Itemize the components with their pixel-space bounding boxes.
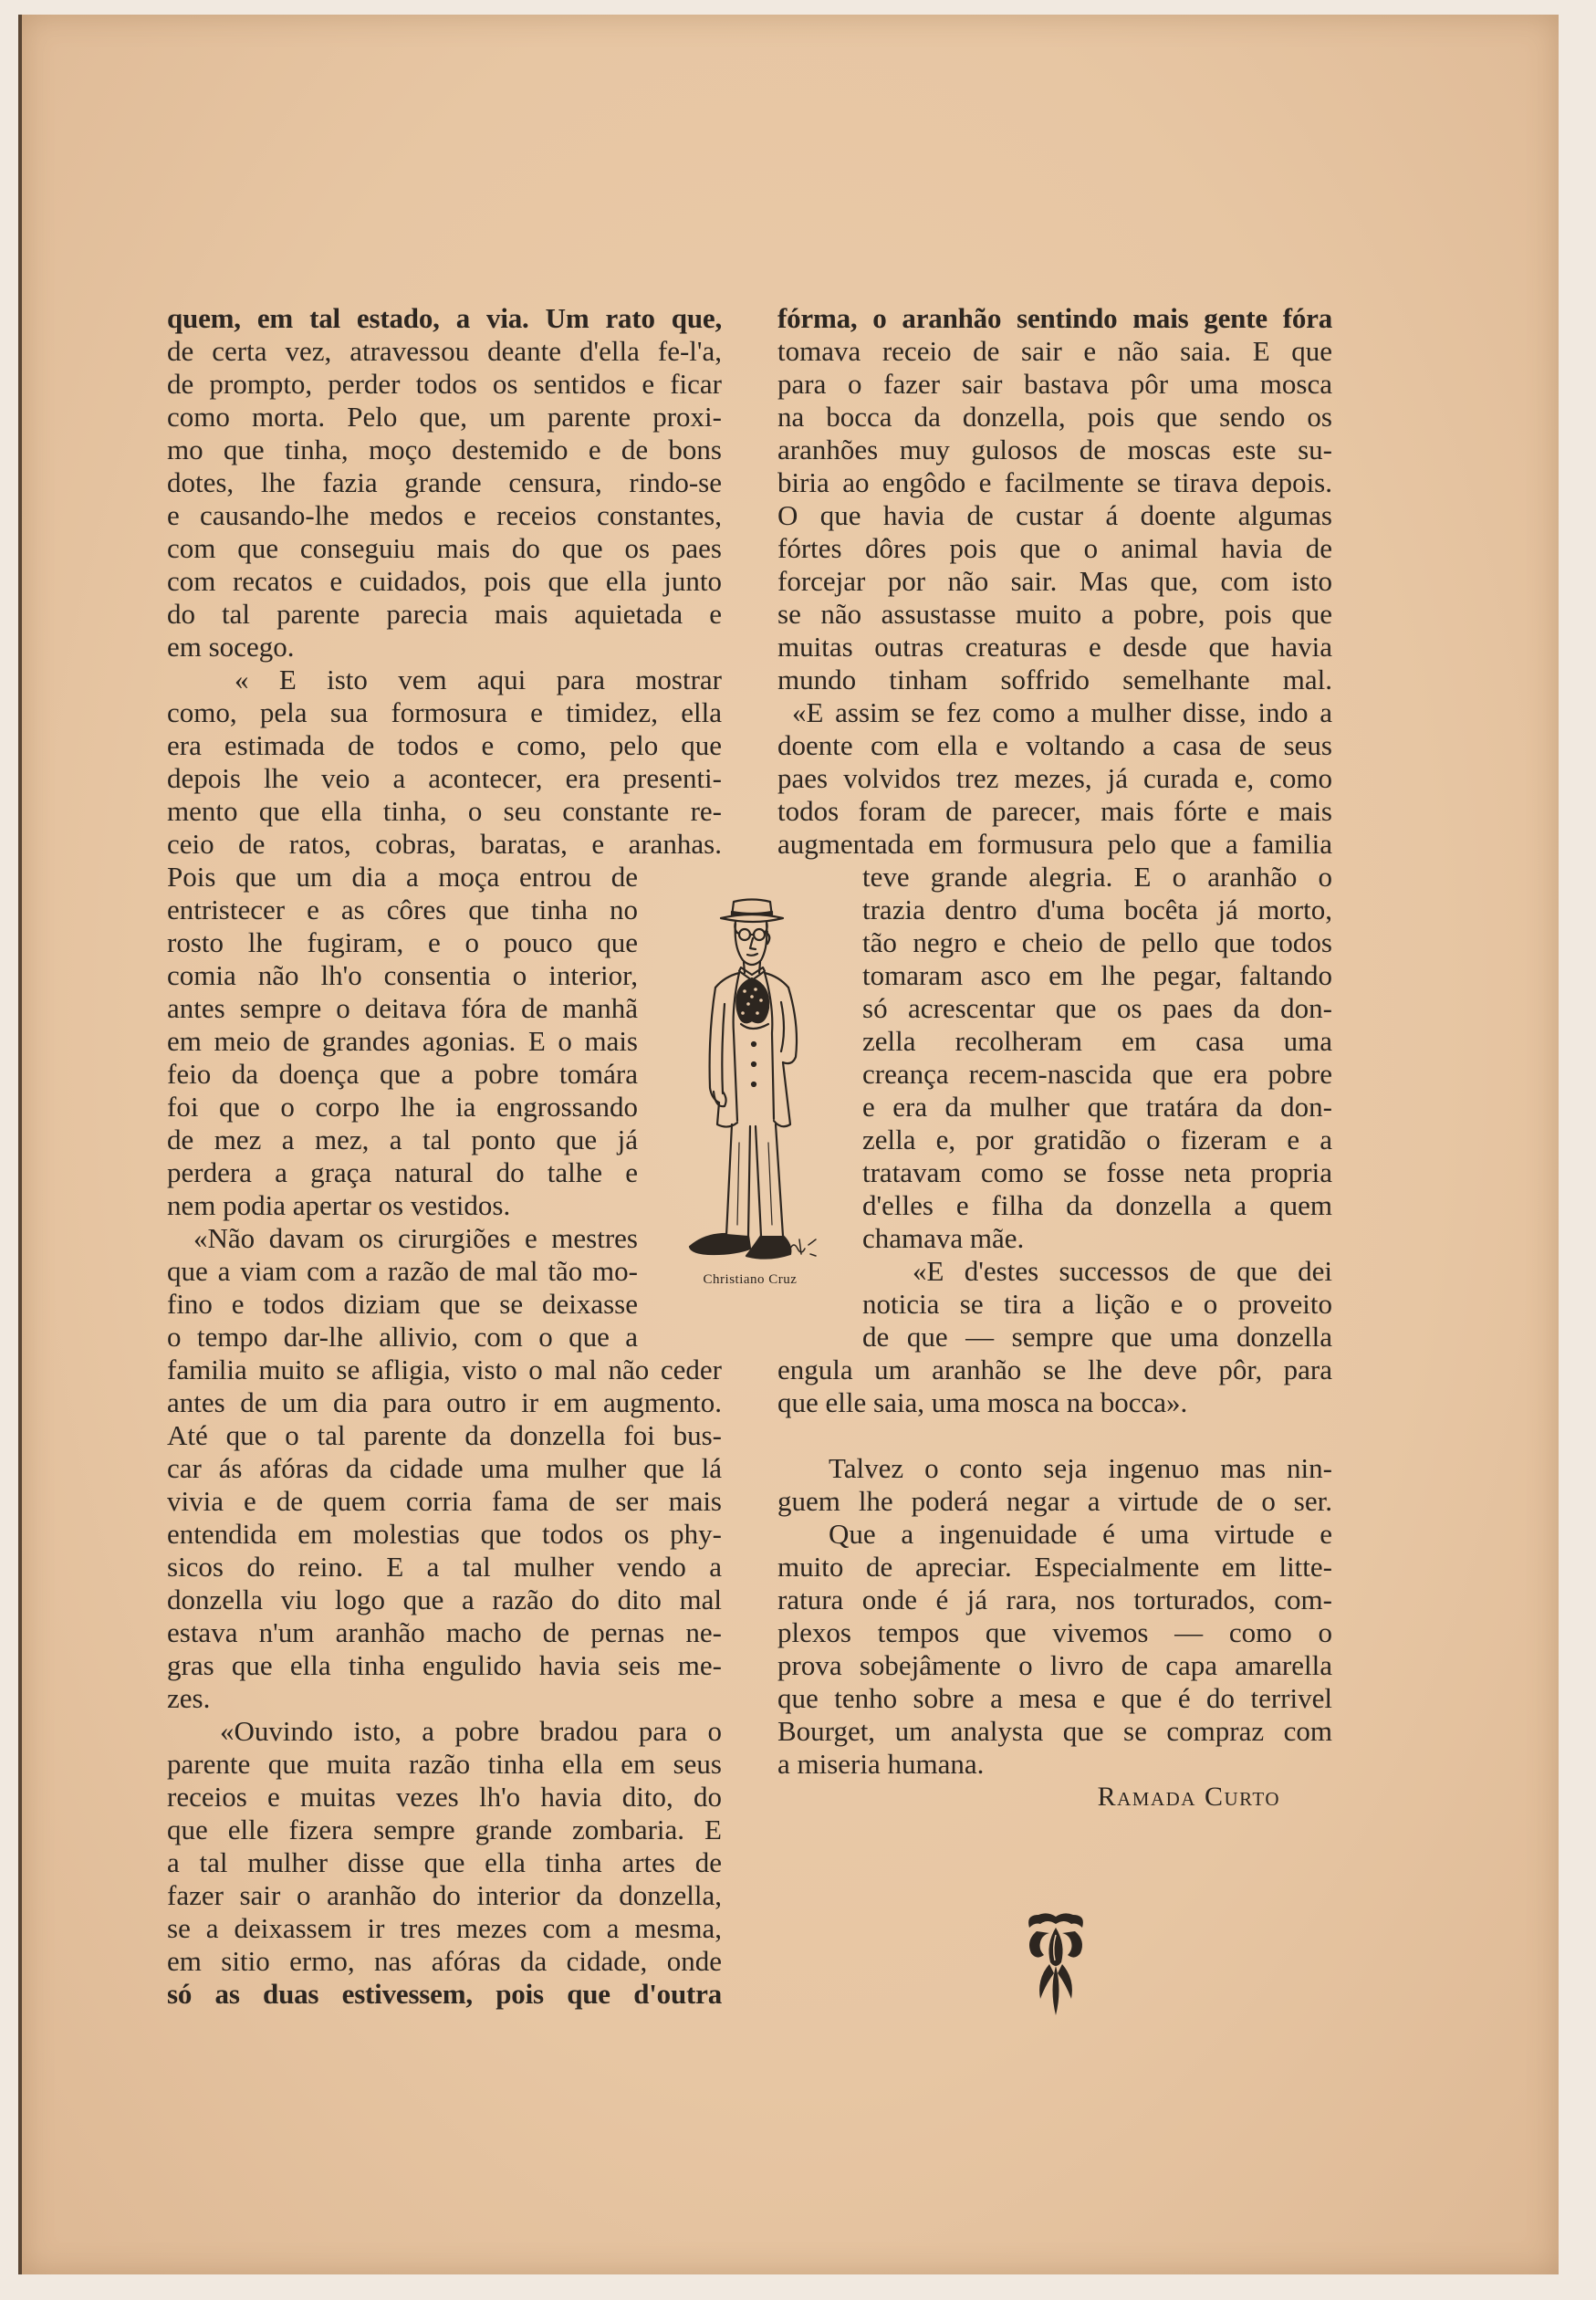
paragraph-first-line: «Ouvindo isto, a pobre bradou para o: [220, 1715, 722, 1747]
text-line: vivia e de quem corria fama de ser mais: [167, 1485, 722, 1517]
text-line: aranhões muy gulosos de moscas este su-: [777, 434, 1332, 465]
text-line: que elle fizera sempre grande zombaria. E: [167, 1814, 722, 1845]
text-line: fazer sair o aranhão do interior da donzella,: [167, 1879, 722, 1911]
text-line: tomaram asco em lhe pegar, faltando: [862, 959, 1332, 991]
text-line: na bocca da donzella, pois que sendo os: [777, 401, 1332, 433]
text-line: Até que o tal parente da donzella foi bus-: [167, 1419, 722, 1451]
text-line: que a viam com a razão de mal tão mo-: [167, 1255, 638, 1287]
text-line: em meio de grandes agonias. E o mais: [167, 1025, 638, 1057]
paragraph-first-line: « E isto vem aqui para mostrar: [235, 664, 722, 695]
text-line: com que conseguiu mais do que os paes: [167, 532, 722, 564]
text-line: engula um aranhão se lhe deve pôr, para: [777, 1354, 1332, 1385]
paragraph-first-line: quem, em tal estado, a via. Um rato que,: [167, 302, 722, 334]
text-line: zes.: [167, 1682, 211, 1714]
text-line: entristecer e as côres que tinha no: [167, 894, 638, 925]
text-line: fino e todos diziam que se deixasse: [167, 1288, 638, 1320]
text-line: para o fazer sair bastava pôr uma mosca: [777, 368, 1332, 400]
text-line: dotes, lhe fazia grande censura, rindo-se: [167, 466, 722, 498]
text-line: o tempo dar-lhe allivio, com o que a: [167, 1321, 638, 1353]
text-line: depois lhe veio a acontecer, era presenti-: [167, 762, 722, 794]
text-line: gras que ella tinha engulido havia seis me-: [167, 1649, 722, 1681]
text-line: todos foram de parecer, mais fórte e mais: [777, 795, 1332, 827]
text-line: que tenho sobre a mesa e que é do terrivel: [777, 1682, 1332, 1714]
paragraph-first-line: «Não davam os cirurgiões e mestres: [193, 1222, 638, 1254]
text-line: muitas outras creaturas e desde que havia: [777, 631, 1332, 663]
text-line: plexos tempos que vivemos — como o: [777, 1616, 1332, 1648]
text-line: em socego.: [167, 631, 295, 663]
text-line: augmentada em formusura pelo que a familia: [777, 828, 1332, 860]
text-line: tratavam como se fosse neta propria: [862, 1156, 1332, 1188]
illustration-caption: Christiano Cruz: [703, 1272, 798, 1287]
fleuron-icon: [1022, 1908, 1090, 2017]
paragraph-first-line: Que a ingenuidade é uma virtude e: [829, 1518, 1332, 1550]
text-line: em sitio ermo, nas afóras da cidade, onde: [167, 1945, 722, 1977]
text-line: car ás afóras da cidade uma mulher que lá: [167, 1452, 722, 1484]
text-line: mo que tinha, moço destemido e de bons: [167, 434, 722, 465]
text-line: doente com ella e voltando a casa de seus: [777, 729, 1332, 761]
text-line: com recatos e cuidados, pois que ella junto: [167, 565, 722, 597]
text-line: mundo tinham soffrido semelhante mal.: [777, 664, 1332, 695]
text-line: O que havia de custar á doente algumas: [777, 499, 1332, 531]
text-line: sicos do reino. E a tal mulher vendo a: [167, 1551, 722, 1583]
text-line: guem lhe poderá negar a virtude de o ser.: [777, 1485, 1332, 1517]
man-in-hat-illustration: [677, 896, 823, 1270]
text-line: de mez a mez, a tal ponto que já: [167, 1124, 638, 1155]
text-line: ceio de ratos, cobras, baratas, e aranhas.: [167, 828, 722, 860]
text-line: muito de apreciar. Especialmente em litte-: [777, 1551, 1332, 1583]
text-line: como morta. Pelo que, um parente proxi-: [167, 401, 722, 433]
right-column: [777, 302, 1332, 1814]
text-line: receios e muitas vezes lh'o havia dito, do: [167, 1781, 722, 1813]
text-line: parente que muita razão tinha ella em seus: [167, 1748, 722, 1780]
text-line: a tal mulher disse que ella tinha artes de: [167, 1846, 722, 1878]
paragraph-first-line: «E d'estes successos de que dei: [913, 1255, 1332, 1287]
text-line: chamava mãe.: [862, 1222, 1025, 1254]
text-line: antes de um dia para outro ir em augmento.: [167, 1386, 722, 1418]
text-line: forcejar por não sair. Mas que, com isto: [777, 565, 1332, 597]
text-line: e era da mulher que tratára da don-: [862, 1091, 1332, 1123]
text-line: se a deixassem ir tres mezes com a mesma,: [167, 1912, 722, 1944]
figure-drawing: [690, 900, 816, 1259]
text-line: feio da doença que a pobre tomára: [167, 1058, 638, 1090]
text-line: zella recolheram em casa uma: [862, 1025, 1332, 1057]
text-line: só as duas estivessem, pois que d'outra: [167, 1978, 722, 2010]
paragraph-first-line: Talvez o conto seja ingenuo mas nin-: [829, 1452, 1332, 1484]
text-line: estava n'um aranhão macho de pernas ne-: [167, 1616, 722, 1648]
text-line: de prompto, perder todos os sentidos e ficar: [167, 368, 722, 400]
text-line: noticia se tira a lição e o proveito: [862, 1288, 1332, 1320]
text-line: d'elles e filha da donzella a quem: [862, 1189, 1332, 1221]
text-line: nem podia apertar os vestidos.: [167, 1189, 511, 1221]
text-line: biria ao engôdo e facilmente se tirava depois.: [777, 466, 1332, 498]
text-line: creança recem-nascida que era pobre: [862, 1058, 1332, 1090]
text-line: antes sempre o deitava fóra de manhã: [167, 992, 638, 1024]
text-line: se não assustasse muito a pobre, pois que: [777, 598, 1332, 630]
left-column-text: [167, 302, 722, 2011]
author-signature: Ramada Curto: [1097, 1782, 1280, 1812]
text-line: a miseria humana.: [777, 1748, 985, 1780]
text-line: foi que o corpo lhe ia engrossando: [167, 1091, 638, 1123]
text-line: mento que ella tinha, o seu constante re-: [167, 795, 722, 827]
text-line: teve grande alegria. E o aranhão o: [862, 861, 1332, 893]
text-line: familia muito se afligia, visto o mal não ceder: [167, 1354, 722, 1385]
text-line: zella e, por gratidão o fizeram e a: [862, 1124, 1332, 1155]
text-line: só acrescentar que os paes da don-: [862, 992, 1332, 1024]
text-line: de que — sempre que uma donzella: [862, 1321, 1332, 1353]
paragraph-first-line: fórma, o aranhão sentindo mais gente fóra: [777, 302, 1332, 334]
text-line: perdera a graça natural do talhe e: [167, 1156, 638, 1188]
text-line: prova sobejâmente o livro de capa amarella: [777, 1649, 1332, 1681]
text-line: que elle saia, uma mosca na bocca».: [777, 1386, 1188, 1418]
text-line: Pois que um dia a moça entrou de: [167, 861, 638, 893]
text-line: era estimada de todos e como, pelo que: [167, 729, 722, 761]
text-line: tão negro e cheio de pello que todos: [862, 926, 1332, 958]
text-line: de certa vez, atravessou deante d'ella fe-l'a,: [167, 335, 722, 367]
text-line: do tal parente parecia mais aquietada e: [167, 598, 722, 630]
text-line: rosto lhe fugiram, e o pouco que: [167, 926, 638, 958]
fleuron-shapes: [1028, 1913, 1083, 2015]
text-line: ratura onde é já rara, nos torturados, com-: [777, 1584, 1332, 1615]
text-line: trazia dentro d'uma bocêta já morto,: [862, 894, 1332, 925]
left-column: [167, 302, 722, 2011]
text-line: fórtes dôres pois que o animal havia de: [777, 532, 1332, 564]
paragraph-first-line: «E assim se fez como a mulher disse, indo a: [792, 696, 1332, 728]
text-line: paes volvidos trez mezes, já curada e, como: [777, 762, 1332, 794]
text-line: e causando-lhe medos e receios constantes,: [167, 499, 722, 531]
text-line: como, pela sua formosura e timidez, ella: [167, 696, 722, 728]
text-line: tomava receio de sair e não saia. E que: [777, 335, 1332, 367]
text-line: Bourget, um analysta que se compraz com: [777, 1715, 1332, 1747]
text-line: comia não lh'o consentia o interior,: [167, 959, 638, 991]
right-column-text: [777, 302, 1332, 1781]
text-line: donzella viu logo que a razão do dito mal: [167, 1584, 722, 1615]
text-line: entendida em molestias que todos os phy-: [167, 1518, 722, 1550]
